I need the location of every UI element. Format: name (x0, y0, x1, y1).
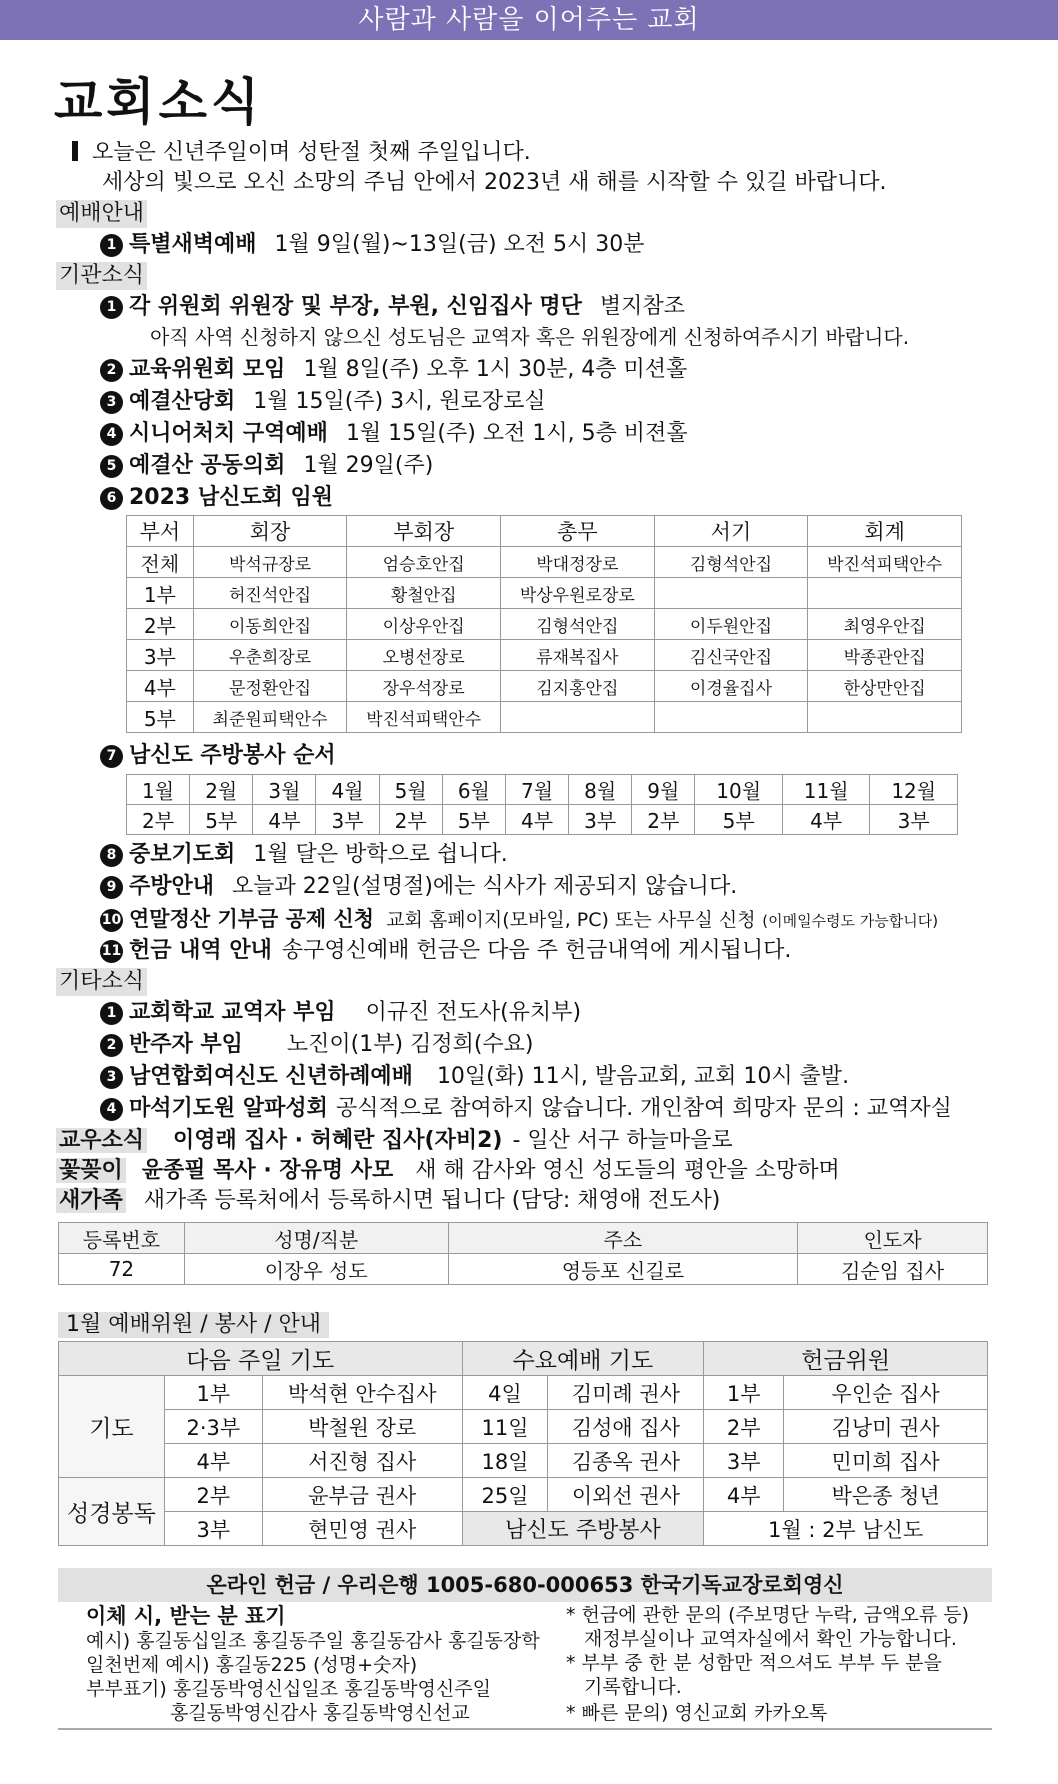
table-header-row (59, 1223, 988, 1254)
month-cell: 3월 (253, 775, 316, 805)
table-cell: 박진석피택안수 (347, 702, 501, 733)
table-cell: 3부 (704, 1444, 784, 1478)
item-text: 1월 달은 방학으로 쉽니다. (253, 842, 508, 867)
online-left-3: 일천번제 예시) 홍길동225 (성명+숫자) (86, 1654, 418, 1676)
kitchen-service-label: 남신도 주방봉사 (462, 1512, 704, 1546)
officers-header-row (127, 516, 962, 547)
month-cell: 9월 (632, 775, 695, 805)
table-cell: 김형석안집 (501, 609, 655, 640)
table-cell: 4일 (462, 1376, 548, 1410)
table-row (59, 1410, 988, 1444)
group-cell: 2부 (379, 805, 442, 835)
table-cell (501, 702, 655, 733)
table-row (59, 1444, 988, 1478)
group-cell: 5부 (442, 805, 505, 835)
table-cell: 오병선장로 (347, 640, 501, 671)
item-label: 교회학교 교역자 부임 (129, 1000, 336, 1025)
month-cell: 11월 (782, 775, 870, 805)
table-row (127, 775, 958, 805)
group-cell: 5부 (190, 805, 253, 835)
table-cell: 김신국안집 (654, 640, 808, 671)
online-right-4: 기록합니다. (584, 1676, 682, 1698)
table-cell: 18일 (462, 1444, 548, 1478)
table-cell (654, 702, 808, 733)
member-news-label: 이영래 집사 · 허혜란 집사(자비2) (173, 1128, 503, 1153)
item-text: 1월 15일(주) 오전 1시, 5층 비젼홀 (345, 421, 688, 446)
table-cell: 이장우 성도 (184, 1254, 448, 1285)
table-cell: 김순임 집사 (798, 1254, 988, 1285)
table-cell: 이두원안집 (654, 609, 808, 640)
table-cell (654, 578, 808, 609)
table-cell: 5부 (127, 702, 194, 733)
number-badge-icon: 2 (100, 359, 123, 382)
table-cell: 2부 (127, 609, 194, 640)
officers-table (126, 515, 962, 733)
table-cell: 4부 (164, 1444, 262, 1478)
table-cell: 이외선 권사 (548, 1478, 704, 1512)
table-header: 수요예배 기도 (462, 1342, 704, 1376)
table-row (59, 1512, 988, 1546)
item-label: 헌금 내역 안내 (129, 938, 272, 963)
table-cell: 1부 (127, 578, 194, 609)
table-cell: 현민영 권사 (262, 1512, 462, 1546)
item-text: 10일(화) 11시, 발음교회, 교회 10시 출발. (436, 1064, 850, 1089)
item-label: 남연합회여신도 신년하례예배 (129, 1064, 413, 1089)
new-family-text: 새가족 등록처에서 등록하시면 됩니다 (담당: 채영애 전도사) (143, 1188, 721, 1213)
online-right-1: * 헌금에 관한 문의 (주보명단 누락, 금액오류 등) (566, 1604, 970, 1626)
table-cell: 영등포 신길로 (448, 1254, 798, 1285)
month-cell: 1월 (127, 775, 190, 805)
new-family-table (58, 1222, 988, 1285)
org-item-1 (100, 292, 685, 322)
number-badge-icon: 5 (100, 455, 123, 478)
number-badge-icon: 4 (100, 1098, 123, 1121)
table-cell: 4부 (127, 671, 194, 702)
item-note: (이메일수령도 가능합니다) (762, 912, 939, 930)
table-row (127, 671, 962, 702)
table-cell: 3부 (164, 1512, 262, 1546)
table-cell: 윤부금 권사 (262, 1478, 462, 1512)
item-label: 주방안내 (129, 874, 215, 899)
table-header: 성명/직분 (184, 1223, 448, 1254)
org-item-3 (100, 387, 546, 417)
table-header: 등록번호 (59, 1223, 185, 1254)
table-cell: 김종옥 권사 (548, 1444, 704, 1478)
number-badge-icon: 7 (100, 745, 123, 768)
table-header: 부회장 (347, 516, 501, 547)
month-cell: 4월 (316, 775, 379, 805)
item-label: 각 위원회 위원장 및 부장, 부원, 신임집사 명단 (129, 294, 582, 319)
table-row (59, 1254, 988, 1285)
table-cell: 박철원 장로 (262, 1410, 462, 1444)
item-text: 1월 9일(월)~13일(금) 오전 5시 30분 (274, 232, 645, 257)
table-cell: 1부 (704, 1376, 784, 1410)
table-cell: 3부 (127, 640, 194, 671)
item-text: 교회 홈페이지(모바일, PC) 또는 사무실 신청 (386, 909, 756, 931)
table-cell: 김성애 집사 (548, 1410, 704, 1444)
number-badge-icon: 2 (100, 1034, 123, 1057)
org-item-4 (100, 419, 688, 449)
table-cell: 최준원피택안수 (193, 702, 347, 733)
intro-line-2: 세상의 빛으로 오신 소망의 주님 안에서 2023년 새 해를 시작할 수 있길 바랍니다. (102, 170, 887, 195)
online-left-5: 홍길동박영신감사 홍길동박영신선교 (170, 1702, 470, 1724)
item-text: 1월 15일(주) 3시, 원로장로실 (253, 389, 546, 414)
table-cell: 이상우안집 (347, 609, 501, 640)
table-row (127, 640, 962, 671)
item-text: 오늘과 22일(설명절)에는 식사가 제공되지 않습니다. (232, 874, 738, 899)
table-cell: 황철안집 (347, 578, 501, 609)
other-item-2 (100, 1030, 534, 1060)
table-cell (808, 578, 962, 609)
item-text: 별지참조 (599, 294, 685, 319)
january-roster-heading: 1월 예배위원 / 봉사 / 안내 (58, 1312, 329, 1338)
section-flowers-heading: 꽃꽂이 (56, 1158, 126, 1183)
table-cell: 김낭미 권사 (784, 1410, 988, 1444)
table-header-row (59, 1342, 988, 1376)
online-right-3: * 부부 중 한 분 성함만 적으셔도 부부 두 분을 (566, 1652, 942, 1674)
table-header: 주소 (448, 1223, 798, 1254)
online-left-4: 부부표기) 홍길동박영신십일조 홍길동박영신주일 (86, 1678, 491, 1700)
org-item-6 (100, 483, 351, 513)
flowers-line (56, 1156, 840, 1186)
number-badge-icon: 3 (100, 1066, 123, 1089)
table-row (127, 609, 962, 640)
item-label: 교육위원회 모임 (129, 357, 286, 382)
table-row (127, 805, 958, 835)
intro-line-1 (72, 138, 531, 168)
member-news-line (56, 1126, 733, 1156)
table-header: 부서 (127, 516, 194, 547)
worship-item-1 (100, 230, 645, 260)
table-cell: 2부 (704, 1410, 784, 1444)
bible-reading-label: 성경봉독 (59, 1478, 165, 1546)
header-banner: 사람과 사람을 이어주는 교회 (0, 0, 1058, 40)
table-row (59, 1478, 988, 1512)
table-cell: 박대정장로 (501, 547, 655, 578)
item-label: 시니어처치 구역예배 (129, 421, 328, 446)
month-cell: 6월 (442, 775, 505, 805)
org-item-11 (100, 936, 791, 966)
section-org-heading: 기관소식 (56, 262, 147, 290)
table-cell: 장우석장로 (347, 671, 501, 702)
table-cell: 이동희안집 (193, 609, 347, 640)
table-header: 인도자 (798, 1223, 988, 1254)
org-item-8 (100, 840, 508, 870)
table-row (127, 578, 962, 609)
table-cell: 박상우원로장로 (501, 578, 655, 609)
item-text: 노진이(1부) 김정희(수요) (286, 1032, 534, 1057)
month-cell: 7월 (505, 775, 568, 805)
online-right-2: 재정부실이나 교역자실에서 확인 가능합니다. (584, 1628, 957, 1650)
table-cell: 박진석피택안수 (808, 547, 962, 578)
table-header: 다음 주일 기도 (59, 1342, 463, 1376)
group-cell: 3부 (316, 805, 379, 835)
item-label: 연말정산 기부금 공제 신청 (129, 907, 375, 931)
table-row (59, 1376, 988, 1410)
table-cell: 우인순 집사 (784, 1376, 988, 1410)
table-cell: 전체 (127, 547, 194, 578)
table-cell: 최영우안집 (808, 609, 962, 640)
number-badge-icon: 3 (100, 391, 123, 414)
table-cell: 11일 (462, 1410, 548, 1444)
number-badge-icon: 9 (100, 876, 123, 899)
org-item-9 (100, 872, 737, 902)
table-cell: 한상만안집 (808, 671, 962, 702)
table-cell: 이경율집사 (654, 671, 808, 702)
table-cell: 김지홍안집 (501, 671, 655, 702)
table-row (127, 702, 962, 733)
org-item-5 (100, 451, 433, 481)
table-cell: 4부 (704, 1478, 784, 1512)
table-cell: 박은종 청년 (784, 1478, 988, 1512)
group-cell: 2부 (127, 805, 190, 835)
table-cell: 민미희 집사 (784, 1444, 988, 1478)
item-label: 2023 남신도회 임원 (129, 485, 334, 510)
kitchen-schedule-table (126, 774, 958, 835)
page-title: 교회소식 (54, 73, 264, 131)
org-item-1-sub: 아직 사역 신청하지 않으신 성도님은 교역자 혹은 위원장에게 신청하여주시기 바랍니다. (150, 325, 910, 349)
table-header: 회장 (193, 516, 347, 547)
other-item-4 (100, 1094, 952, 1124)
table-header: 서기 (654, 516, 808, 547)
item-text: 공식적으로 참여하지 않습니다. 개인참여 희망자 문의 : 교역자실 (335, 1096, 952, 1121)
section-other-heading: 기타소식 (56, 968, 147, 996)
group-cell: 4부 (505, 805, 568, 835)
item-label: 특별새벽예배 (129, 232, 257, 257)
number-badge-icon: 6 (100, 487, 123, 510)
online-right-5: * 빠른 문의) 영신교회 카카오톡 (566, 1702, 828, 1724)
item-label: 중보기도회 (129, 842, 236, 867)
item-text: 1월 29일(주) (303, 453, 434, 478)
kitchen-service-value: 1월 : 2부 남신도 (704, 1512, 988, 1546)
item-label: 예결산당회 (129, 389, 236, 414)
month-cell: 10월 (695, 775, 783, 805)
prayer-label: 기도 (59, 1376, 165, 1478)
flowers-label: 윤종필 목사 · 장유명 사모 (141, 1158, 394, 1183)
group-cell: 4부 (782, 805, 870, 835)
bottom-divider (58, 1728, 992, 1730)
number-badge-icon: 10 (100, 909, 123, 932)
group-cell: 2부 (632, 805, 695, 835)
org-item-7 (100, 741, 354, 771)
month-cell: 12월 (870, 775, 958, 805)
number-badge-icon: 1 (100, 234, 123, 257)
table-header: 회계 (808, 516, 962, 547)
item-label: 남신도 주방봉사 순서 (129, 743, 336, 768)
number-badge-icon: 1 (100, 1002, 123, 1025)
group-cell: 3부 (569, 805, 632, 835)
table-cell: 김미례 권사 (548, 1376, 704, 1410)
number-badge-icon: 1 (100, 296, 123, 319)
table-cell: 1부 (164, 1376, 262, 1410)
table-cell: 서진형 집사 (262, 1444, 462, 1478)
table-cell: 박종관안집 (808, 640, 962, 671)
online-left-1: 이체 시, 받는 분 표기 (86, 1604, 286, 1628)
section-member-heading: 교우소식 (56, 1128, 147, 1153)
flowers-text: 새 해 감사와 영신 성도들의 평안을 소망하며 (415, 1158, 840, 1183)
org-item-2 (100, 355, 687, 385)
group-cell: 5부 (695, 805, 783, 835)
table-cell (808, 702, 962, 733)
bullet-bar-icon (72, 141, 78, 161)
other-item-3 (100, 1062, 849, 1092)
number-badge-icon: 4 (100, 423, 123, 446)
table-cell: 류재복집사 (501, 640, 655, 671)
section-worship-heading: 예배안내 (56, 200, 147, 228)
table-cell: 2·3부 (164, 1410, 262, 1444)
other-item-1 (100, 998, 581, 1028)
item-label: 반주자 부임 (129, 1032, 243, 1057)
org-item-10 (100, 904, 938, 936)
month-cell: 8월 (569, 775, 632, 805)
group-cell: 4부 (253, 805, 316, 835)
january-roster-table (58, 1341, 988, 1546)
section-new-family-heading: 새가족 (56, 1188, 126, 1213)
table-cell: 박석현 안수집사 (262, 1376, 462, 1410)
month-cell: 2월 (190, 775, 253, 805)
table-cell: 엄승호안집 (347, 547, 501, 578)
member-news-text: - 일산 서구 하늘마을로 (512, 1128, 733, 1153)
new-family-line (56, 1186, 720, 1216)
table-row (127, 547, 962, 578)
online-left-2: 예시) 홍길동십일조 홍길동주일 홍길동감사 홍길동장학 (86, 1630, 540, 1652)
table-header: 헌금위원 (704, 1342, 988, 1376)
item-text: 이규진 전도사(유치부) (365, 1000, 582, 1025)
table-cell: 허진석안집 (193, 578, 347, 609)
table-cell: 2부 (164, 1478, 262, 1512)
table-cell: 우춘희장로 (193, 640, 347, 671)
number-badge-icon: 8 (100, 844, 123, 867)
table-cell: 72 (59, 1254, 185, 1285)
table-cell: 문정환안집 (193, 671, 347, 702)
table-header: 총무 (501, 516, 655, 547)
item-label: 예결산 공동의회 (129, 453, 286, 478)
group-cell: 3부 (870, 805, 958, 835)
item-text: 송구영신예배 헌금은 다음 주 헌금내역에 게시됩니다. (281, 938, 792, 963)
intro-text-1: 오늘은 신년주일이며 성탄절 첫째 주일입니다. (92, 140, 531, 165)
number-badge-icon: 11 (100, 940, 123, 963)
month-cell: 5월 (379, 775, 442, 805)
item-text: 1월 8일(주) 오후 1시 30분, 4층 미션홀 (303, 357, 688, 382)
table-cell: 25일 (462, 1478, 548, 1512)
item-label: 마석기도원 알파성회 (129, 1096, 328, 1121)
online-offering-banner: 온라인 헌금 / 우리은행 1005-680-000653 한국기독교장로회영신 (58, 1568, 992, 1602)
table-cell: 박석규장로 (193, 547, 347, 578)
table-cell: 김형석안집 (654, 547, 808, 578)
